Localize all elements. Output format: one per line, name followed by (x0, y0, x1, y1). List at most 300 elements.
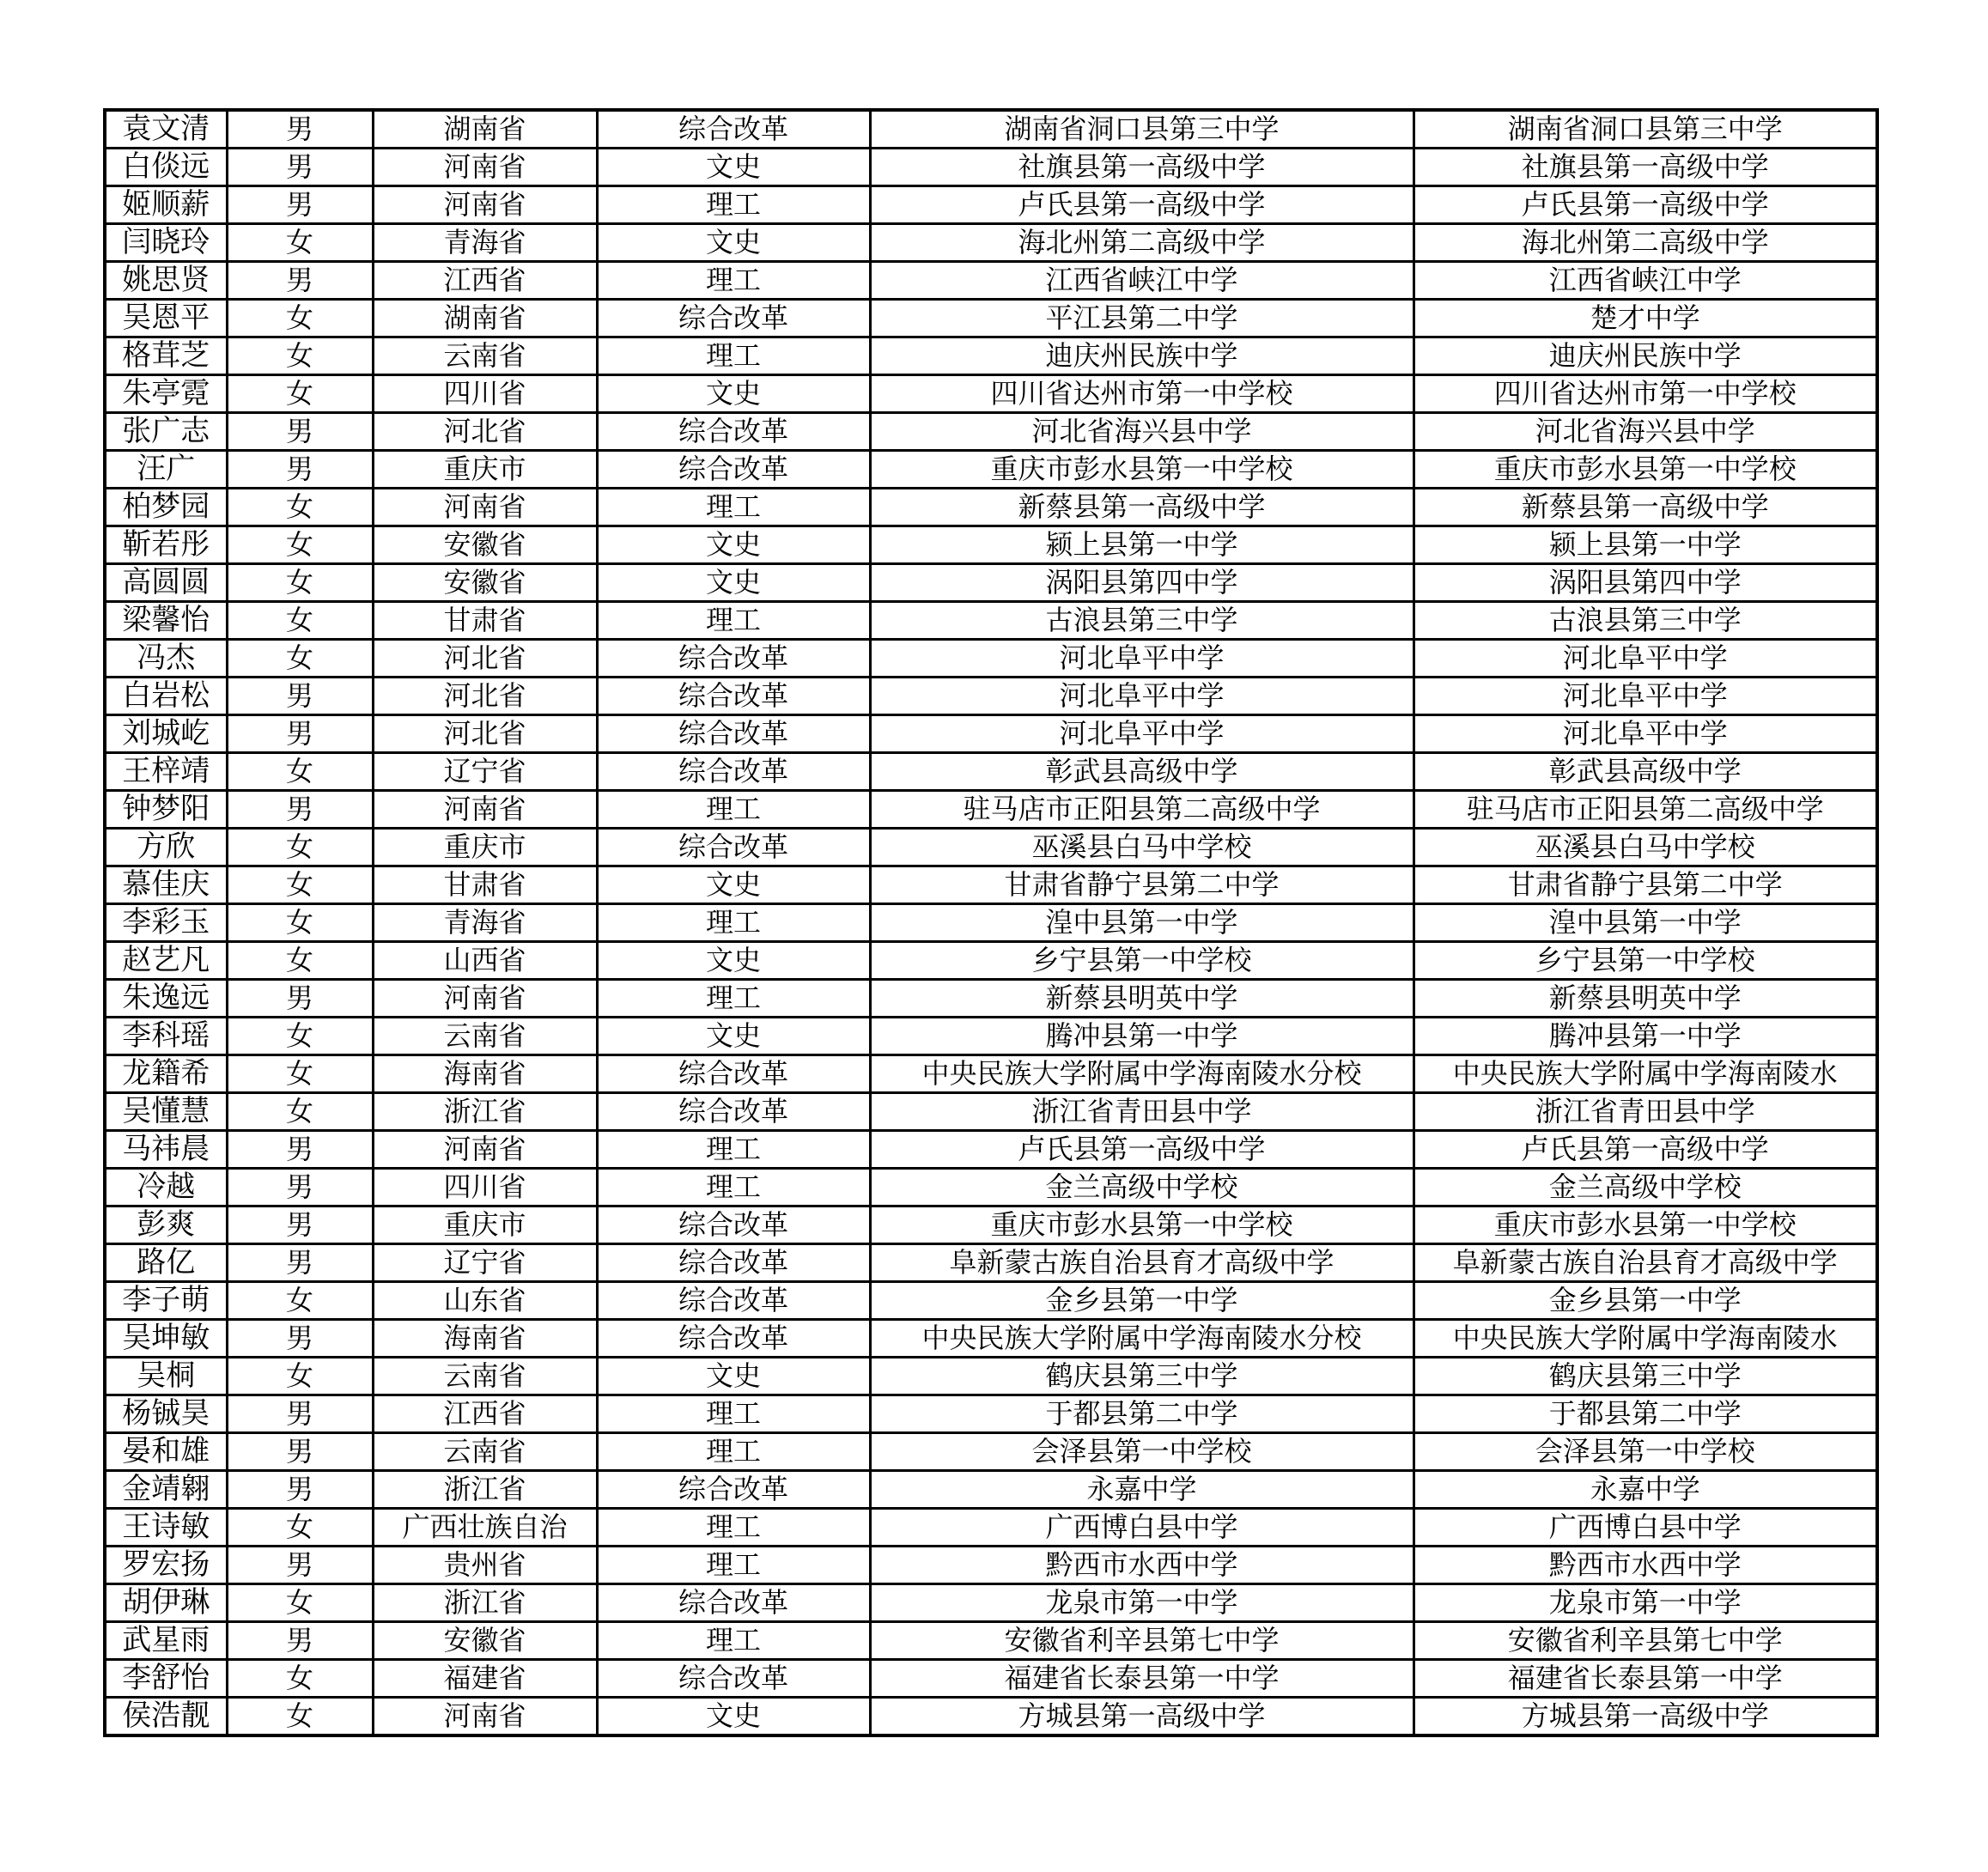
table-row (105, 1433, 1877, 1471)
table-row (105, 1509, 1877, 1547)
gender-cell: 男 (227, 1622, 373, 1660)
track-cell: 理工 (597, 186, 870, 224)
table-row (105, 753, 1877, 791)
province-cell: 山东省 (373, 1282, 597, 1320)
student-roster-table (103, 108, 1879, 1737)
school-cell: 甘肃省静宁县第二中学 (870, 866, 1413, 904)
table-row (105, 375, 1877, 413)
name-cell: 刘城屹 (105, 715, 227, 753)
name-cell: 闫晓玲 (105, 224, 227, 262)
name-cell: 冷越 (105, 1169, 227, 1206)
current-school-cell: 四川省达州市第一中学校 (1413, 375, 1877, 413)
table-row (105, 980, 1877, 1018)
gender-cell: 男 (227, 413, 373, 451)
gender-cell: 男 (227, 451, 373, 489)
table-row (105, 1395, 1877, 1433)
name-cell: 吴桐 (105, 1358, 227, 1395)
province-cell: 贵州省 (373, 1547, 597, 1584)
name-cell: 李舒怡 (105, 1660, 227, 1698)
gender-cell: 男 (227, 1244, 373, 1282)
school-cell: 江西省峡江中学 (870, 262, 1413, 300)
table-row (105, 526, 1877, 564)
track-cell: 综合改革 (597, 413, 870, 451)
current-school-cell: 甘肃省静宁县第二中学 (1413, 866, 1877, 904)
gender-cell: 女 (227, 1018, 373, 1055)
gender-cell: 女 (227, 1358, 373, 1395)
name-cell: 汪广 (105, 451, 227, 489)
school-cell: 中央民族大学附属中学海南陵水分校 (870, 1320, 1413, 1358)
current-school-cell: 金乡县第一中学 (1413, 1282, 1877, 1320)
school-cell: 龙泉市第一中学 (870, 1584, 1413, 1622)
gender-cell: 女 (227, 753, 373, 791)
current-school-cell: 卢氏县第一高级中学 (1413, 1131, 1877, 1169)
current-school-cell: 会泽县第一中学校 (1413, 1433, 1877, 1471)
province-cell: 浙江省 (373, 1093, 597, 1131)
province-cell: 河南省 (373, 489, 597, 526)
name-cell: 钟梦阳 (105, 791, 227, 829)
name-cell: 武星雨 (105, 1622, 227, 1660)
school-cell: 古浪县第三中学 (870, 602, 1413, 640)
school-cell: 驻马店市正阳县第二高级中学 (870, 791, 1413, 829)
province-cell: 河北省 (373, 640, 597, 678)
school-cell: 河北阜平中学 (870, 640, 1413, 678)
current-school-cell: 黔西市水西中学 (1413, 1547, 1877, 1584)
school-cell: 重庆市彭水县第一中学校 (870, 451, 1413, 489)
table-row (105, 866, 1877, 904)
school-cell: 金乡县第一中学 (870, 1282, 1413, 1320)
province-cell: 甘肃省 (373, 866, 597, 904)
province-cell: 江西省 (373, 1395, 597, 1433)
school-cell: 安徽省利辛县第七中学 (870, 1622, 1413, 1660)
name-cell: 姬顺薪 (105, 186, 227, 224)
name-cell: 李科瑶 (105, 1018, 227, 1055)
name-cell: 张广志 (105, 413, 227, 451)
current-school-cell: 腾冲县第一中学 (1413, 1018, 1877, 1055)
current-school-cell: 重庆市彭水县第一中学校 (1413, 1206, 1877, 1244)
current-school-cell: 彰武县高级中学 (1413, 753, 1877, 791)
province-cell: 辽宁省 (373, 753, 597, 791)
track-cell: 理工 (597, 1169, 870, 1206)
school-cell: 方城县第一高级中学 (870, 1698, 1413, 1736)
school-cell: 颍上县第一中学 (870, 526, 1413, 564)
province-cell: 河北省 (373, 413, 597, 451)
track-cell: 文史 (597, 1018, 870, 1055)
school-cell: 迪庆州民族中学 (870, 337, 1413, 375)
table-row (105, 1018, 1877, 1055)
name-cell: 彭爽 (105, 1206, 227, 1244)
gender-cell: 女 (227, 375, 373, 413)
school-cell: 湟中县第一中学 (870, 904, 1413, 942)
current-school-cell: 颍上县第一中学 (1413, 526, 1877, 564)
name-cell: 罗宏扬 (105, 1547, 227, 1584)
school-cell: 新蔡县第一高级中学 (870, 489, 1413, 526)
province-cell: 湖南省 (373, 110, 597, 149)
name-cell: 梁馨怡 (105, 602, 227, 640)
table-row (105, 1282, 1877, 1320)
current-school-cell: 中央民族大学附属中学海南陵水 (1413, 1055, 1877, 1093)
current-school-cell: 湖南省洞口县第三中学 (1413, 110, 1877, 149)
province-cell: 河南省 (373, 1131, 597, 1169)
province-cell: 河南省 (373, 149, 597, 186)
name-cell: 侯浩靓 (105, 1698, 227, 1736)
name-cell: 袁文清 (105, 110, 227, 149)
gender-cell: 女 (227, 1093, 373, 1131)
track-cell: 文史 (597, 1358, 870, 1395)
gender-cell: 女 (227, 942, 373, 980)
school-cell: 重庆市彭水县第一中学校 (870, 1206, 1413, 1244)
current-school-cell: 楚才中学 (1413, 300, 1877, 337)
name-cell: 王梓靖 (105, 753, 227, 791)
school-cell: 中央民族大学附属中学海南陵水分校 (870, 1055, 1413, 1093)
province-cell: 河南省 (373, 186, 597, 224)
province-cell: 辽宁省 (373, 1244, 597, 1282)
track-cell: 综合改革 (597, 1660, 870, 1698)
track-cell: 理工 (597, 1547, 870, 1584)
track-cell: 文史 (597, 866, 870, 904)
name-cell: 格茸芝 (105, 337, 227, 375)
table-row (105, 829, 1877, 866)
track-cell: 理工 (597, 1509, 870, 1547)
province-cell: 河南省 (373, 980, 597, 1018)
school-cell: 彰武县高级中学 (870, 753, 1413, 791)
name-cell: 吴懂慧 (105, 1093, 227, 1131)
province-cell: 湖南省 (373, 300, 597, 337)
track-cell: 理工 (597, 262, 870, 300)
name-cell: 朱逸远 (105, 980, 227, 1018)
school-cell: 河北阜平中学 (870, 715, 1413, 753)
table-row (105, 1131, 1877, 1169)
table-row (105, 715, 1877, 753)
name-cell: 高圆圆 (105, 564, 227, 602)
track-cell: 理工 (597, 1395, 870, 1433)
school-cell: 阜新蒙古族自治县育才高级中学 (870, 1244, 1413, 1282)
table-row (105, 791, 1877, 829)
gender-cell: 男 (227, 1471, 373, 1509)
name-cell: 方欣 (105, 829, 227, 866)
name-cell: 白倓远 (105, 149, 227, 186)
school-cell: 巫溪县白马中学校 (870, 829, 1413, 866)
province-cell: 重庆市 (373, 451, 597, 489)
table-row (105, 1206, 1877, 1244)
track-cell: 理工 (597, 1131, 870, 1169)
track-cell: 文史 (597, 942, 870, 980)
current-school-cell: 河北阜平中学 (1413, 678, 1877, 715)
gender-cell: 女 (227, 829, 373, 866)
current-school-cell: 金兰高级中学校 (1413, 1169, 1877, 1206)
gender-cell: 男 (227, 186, 373, 224)
school-cell: 河北省海兴县中学 (870, 413, 1413, 451)
table-row (105, 1320, 1877, 1358)
name-cell: 李子萌 (105, 1282, 227, 1320)
current-school-cell: 阜新蒙古族自治县育才高级中学 (1413, 1244, 1877, 1282)
name-cell: 晏和雄 (105, 1433, 227, 1471)
gender-cell: 女 (227, 904, 373, 942)
track-cell: 文史 (597, 526, 870, 564)
table-row (105, 110, 1877, 149)
current-school-cell: 河北阜平中学 (1413, 640, 1877, 678)
gender-cell: 男 (227, 1547, 373, 1584)
track-cell: 文史 (597, 564, 870, 602)
current-school-cell: 江西省峡江中学 (1413, 262, 1877, 300)
table-row (105, 942, 1877, 980)
current-school-cell: 中央民族大学附属中学海南陵水 (1413, 1320, 1877, 1358)
name-cell: 赵艺凡 (105, 942, 227, 980)
table-row (105, 1358, 1877, 1395)
track-cell: 理工 (597, 489, 870, 526)
track-cell: 文史 (597, 224, 870, 262)
track-cell: 综合改革 (597, 110, 870, 149)
table-row (105, 149, 1877, 186)
gender-cell: 女 (227, 1698, 373, 1736)
track-cell: 综合改革 (597, 678, 870, 715)
current-school-cell: 新蔡县第一高级中学 (1413, 489, 1877, 526)
track-cell: 理工 (597, 602, 870, 640)
school-cell: 腾冲县第一中学 (870, 1018, 1413, 1055)
school-cell: 涡阳县第四中学 (870, 564, 1413, 602)
current-school-cell: 巫溪县白马中学校 (1413, 829, 1877, 866)
gender-cell: 男 (227, 1206, 373, 1244)
track-cell: 综合改革 (597, 1471, 870, 1509)
school-cell: 湖南省洞口县第三中学 (870, 110, 1413, 149)
school-cell: 社旗县第一高级中学 (870, 149, 1413, 186)
current-school-cell: 安徽省利辛县第七中学 (1413, 1622, 1877, 1660)
name-cell: 马祎晨 (105, 1131, 227, 1169)
province-cell: 河南省 (373, 1698, 597, 1736)
track-cell: 理工 (597, 980, 870, 1018)
province-cell: 海南省 (373, 1055, 597, 1093)
province-cell: 河北省 (373, 715, 597, 753)
name-cell: 靳若彤 (105, 526, 227, 564)
track-cell: 理工 (597, 337, 870, 375)
province-cell: 云南省 (373, 1433, 597, 1471)
name-cell: 白岩松 (105, 678, 227, 715)
gender-cell: 男 (227, 1395, 373, 1433)
province-cell: 河北省 (373, 678, 597, 715)
track-cell: 文史 (597, 1698, 870, 1736)
province-cell: 安徽省 (373, 526, 597, 564)
province-cell: 青海省 (373, 224, 597, 262)
table-row (105, 262, 1877, 300)
gender-cell: 女 (227, 1055, 373, 1093)
current-school-cell: 方城县第一高级中学 (1413, 1698, 1877, 1736)
current-school-cell: 河北阜平中学 (1413, 715, 1877, 753)
school-cell: 广西博白县中学 (870, 1509, 1413, 1547)
table-row (105, 1471, 1877, 1509)
current-school-cell: 永嘉中学 (1413, 1471, 1877, 1509)
current-school-cell: 社旗县第一高级中学 (1413, 149, 1877, 186)
track-cell: 综合改革 (597, 1055, 870, 1093)
school-cell: 福建省长泰县第一中学 (870, 1660, 1413, 1698)
school-cell: 平江县第二中学 (870, 300, 1413, 337)
track-cell: 理工 (597, 791, 870, 829)
current-school-cell: 龙泉市第一中学 (1413, 1584, 1877, 1622)
table-row (105, 1622, 1877, 1660)
province-cell: 江西省 (373, 262, 597, 300)
track-cell: 综合改革 (597, 753, 870, 791)
current-school-cell: 福建省长泰县第一中学 (1413, 1660, 1877, 1698)
track-cell: 综合改革 (597, 1320, 870, 1358)
table-row (105, 1547, 1877, 1584)
gender-cell: 女 (227, 300, 373, 337)
name-cell: 吴恩平 (105, 300, 227, 337)
current-school-cell: 河北省海兴县中学 (1413, 413, 1877, 451)
school-cell: 鹤庆县第三中学 (870, 1358, 1413, 1395)
gender-cell: 男 (227, 149, 373, 186)
name-cell: 吴坤敏 (105, 1320, 227, 1358)
table-row (105, 489, 1877, 526)
province-cell: 福建省 (373, 1660, 597, 1698)
school-cell: 卢氏县第一高级中学 (870, 1131, 1413, 1169)
table-row (105, 1055, 1877, 1093)
province-cell: 河南省 (373, 791, 597, 829)
province-cell: 山西省 (373, 942, 597, 980)
school-cell: 河北阜平中学 (870, 678, 1413, 715)
table-row (105, 1169, 1877, 1206)
current-school-cell: 海北州第二高级中学 (1413, 224, 1877, 262)
gender-cell: 男 (227, 1320, 373, 1358)
gender-cell: 女 (227, 564, 373, 602)
table-row (105, 904, 1877, 942)
gender-cell: 女 (227, 1584, 373, 1622)
table-row (105, 224, 1877, 262)
gender-cell: 男 (227, 110, 373, 149)
name-cell: 路亿 (105, 1244, 227, 1282)
province-cell: 安徽省 (373, 1622, 597, 1660)
table-row (105, 640, 1877, 678)
province-cell: 云南省 (373, 337, 597, 375)
gender-cell: 男 (227, 262, 373, 300)
school-cell: 黔西市水西中学 (870, 1547, 1413, 1584)
current-school-cell: 迪庆州民族中学 (1413, 337, 1877, 375)
gender-cell: 女 (227, 1509, 373, 1547)
name-cell: 柏梦园 (105, 489, 227, 526)
school-cell: 新蔡县明英中学 (870, 980, 1413, 1018)
current-school-cell: 卢氏县第一高级中学 (1413, 186, 1877, 224)
gender-cell: 男 (227, 715, 373, 753)
province-cell: 浙江省 (373, 1471, 597, 1509)
table-row (105, 1698, 1877, 1736)
province-cell: 安徽省 (373, 564, 597, 602)
gender-cell: 女 (227, 640, 373, 678)
province-cell: 重庆市 (373, 1206, 597, 1244)
table-row (105, 678, 1877, 715)
track-cell: 综合改革 (597, 1282, 870, 1320)
name-cell: 慕佳庆 (105, 866, 227, 904)
name-cell: 冯杰 (105, 640, 227, 678)
track-cell: 理工 (597, 904, 870, 942)
table-row (105, 451, 1877, 489)
province-cell: 重庆市 (373, 829, 597, 866)
province-cell: 云南省 (373, 1358, 597, 1395)
gender-cell: 女 (227, 866, 373, 904)
school-cell: 海北州第二高级中学 (870, 224, 1413, 262)
current-school-cell: 重庆市彭水县第一中学校 (1413, 451, 1877, 489)
name-cell: 朱亭霓 (105, 375, 227, 413)
name-cell: 金靖翱 (105, 1471, 227, 1509)
current-school-cell: 涡阳县第四中学 (1413, 564, 1877, 602)
current-school-cell: 湟中县第一中学 (1413, 904, 1877, 942)
gender-cell: 女 (227, 1660, 373, 1698)
gender-cell: 男 (227, 1433, 373, 1471)
province-cell: 青海省 (373, 904, 597, 942)
gender-cell: 男 (227, 678, 373, 715)
gender-cell: 女 (227, 526, 373, 564)
name-cell: 王诗敏 (105, 1509, 227, 1547)
table-row (105, 1093, 1877, 1131)
track-cell: 综合改革 (597, 829, 870, 866)
current-school-cell: 浙江省青田县中学 (1413, 1093, 1877, 1131)
track-cell: 理工 (597, 1433, 870, 1471)
gender-cell: 女 (227, 1282, 373, 1320)
name-cell: 姚思贤 (105, 262, 227, 300)
gender-cell: 男 (227, 980, 373, 1018)
school-cell: 永嘉中学 (870, 1471, 1413, 1509)
gender-cell: 男 (227, 1169, 373, 1206)
table-row (105, 564, 1877, 602)
table-row (105, 186, 1877, 224)
table-row (105, 337, 1877, 375)
current-school-cell: 广西博白县中学 (1413, 1509, 1877, 1547)
current-school-cell: 乡宁县第一中学校 (1413, 942, 1877, 980)
roster-body (105, 110, 1877, 1735)
gender-cell: 男 (227, 1131, 373, 1169)
province-cell: 四川省 (373, 1169, 597, 1206)
name-cell: 杨铖昊 (105, 1395, 227, 1433)
current-school-cell: 驻马店市正阳县第二高级中学 (1413, 791, 1877, 829)
track-cell: 文史 (597, 149, 870, 186)
track-cell: 文史 (597, 375, 870, 413)
current-school-cell: 于都县第二中学 (1413, 1395, 1877, 1433)
province-cell: 云南省 (373, 1018, 597, 1055)
current-school-cell: 新蔡县明英中学 (1413, 980, 1877, 1018)
track-cell: 综合改革 (597, 1244, 870, 1282)
province-cell: 甘肃省 (373, 602, 597, 640)
track-cell: 综合改革 (597, 715, 870, 753)
gender-cell: 女 (227, 337, 373, 375)
province-cell: 海南省 (373, 1320, 597, 1358)
school-cell: 浙江省青田县中学 (870, 1093, 1413, 1131)
province-cell: 四川省 (373, 375, 597, 413)
track-cell: 综合改革 (597, 1584, 870, 1622)
province-cell: 广西壮族自治 (373, 1509, 597, 1547)
name-cell: 胡伊琳 (105, 1584, 227, 1622)
current-school-cell: 古浪县第三中学 (1413, 602, 1877, 640)
table-row (105, 300, 1877, 337)
current-school-cell: 鹤庆县第三中学 (1413, 1358, 1877, 1395)
gender-cell: 女 (227, 602, 373, 640)
table-row (105, 1584, 1877, 1622)
table-row (105, 413, 1877, 451)
name-cell: 李彩玉 (105, 904, 227, 942)
gender-cell: 女 (227, 224, 373, 262)
school-cell: 四川省达州市第一中学校 (870, 375, 1413, 413)
track-cell: 综合改革 (597, 640, 870, 678)
province-cell: 浙江省 (373, 1584, 597, 1622)
school-cell: 于都县第二中学 (870, 1395, 1413, 1433)
school-cell: 卢氏县第一高级中学 (870, 186, 1413, 224)
table-row (105, 1660, 1877, 1698)
track-cell: 综合改革 (597, 1206, 870, 1244)
gender-cell: 男 (227, 791, 373, 829)
gender-cell: 女 (227, 489, 373, 526)
track-cell: 综合改革 (597, 300, 870, 337)
table-row (105, 1244, 1877, 1282)
school-cell: 会泽县第一中学校 (870, 1433, 1413, 1471)
track-cell: 理工 (597, 1622, 870, 1660)
school-cell: 金兰高级中学校 (870, 1169, 1413, 1206)
school-cell: 乡宁县第一中学校 (870, 942, 1413, 980)
track-cell: 综合改革 (597, 1093, 870, 1131)
